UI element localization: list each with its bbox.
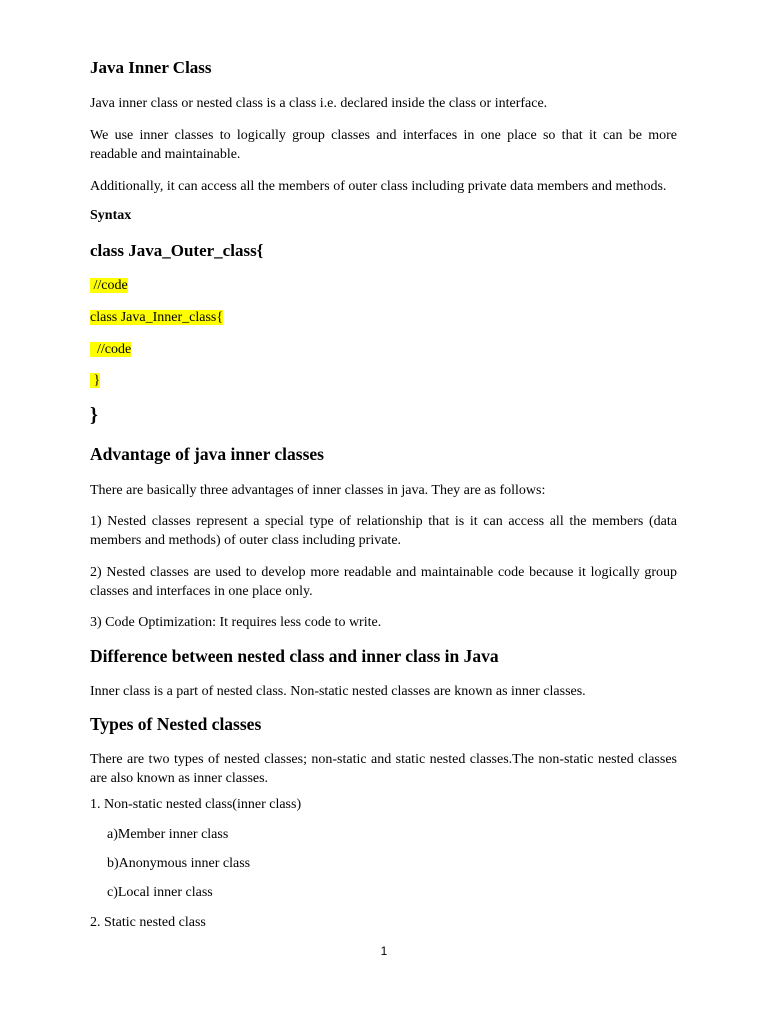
code-comment-2 [90, 340, 131, 359]
advantages-intro: There are basically three advantages of inner classes in java. They are as follows: [90, 483, 546, 498]
non-static-item: 1. Non-static nested class(inner class) [90, 797, 302, 812]
intro-paragraph-2: We use inner classes to logically group classes and interfaces in one place so that it can be more readable and maintainable. [90, 128, 677, 162]
code-outer-open: class Java_Outer_class{ [90, 241, 264, 260]
code-inner-open [90, 308, 223, 327]
advantages-heading: Advantage of java inner classes [90, 444, 324, 464]
code-comment-1 [90, 276, 128, 295]
intro-paragraph-1: Java inner class or nested class is a class i.e. declared inside the class or interface. [90, 96, 548, 111]
page-number: 1 [380, 944, 388, 958]
sub-item-local: c)Local inner class [107, 885, 213, 900]
sub-item-member: a)Member inner class [107, 827, 229, 842]
types-text: There are two types of nested classes; non-static and static nested classes.The non-static nested classes are also known as inner classes. [90, 752, 677, 786]
code-inner-open-text: class Java_Inner_class{ [90, 310, 224, 325]
sub-item-anonymous: b)Anonymous inner class [107, 856, 251, 871]
difference-heading: Difference between nested class and inner class in Java [90, 646, 499, 666]
advantage-item-1: 1) Nested classes represent a special type of relationship that is it can access all the members (data members and methods) of outer class including private. [90, 514, 677, 548]
page-title: Java Inner Class [90, 58, 212, 77]
syntax-label: Syntax [90, 208, 132, 223]
code-inner-close-text: } [90, 373, 101, 388]
code-comment-1-text: //code [90, 278, 128, 293]
intro-paragraph-3: Additionally, it can access all the members of outer class including private data members and methods. [90, 179, 667, 194]
static-item: 2. Static nested class [90, 915, 206, 930]
types-heading: Types of Nested classes [90, 714, 262, 734]
advantage-item-2: 2) Nested classes are used to develop more readable and maintainable code because it logically group classes and interfaces in one place only. [90, 565, 677, 599]
difference-text: Inner class is a part of nested class. Non-static nested classes are known as inner classes. [90, 684, 586, 699]
code-inner-close [90, 371, 100, 390]
code-comment-2-text: //code [90, 342, 132, 357]
code-outer-close: } [90, 404, 98, 426]
advantage-item-3: 3) Code Optimization: It requires less code to write. [90, 615, 382, 630]
